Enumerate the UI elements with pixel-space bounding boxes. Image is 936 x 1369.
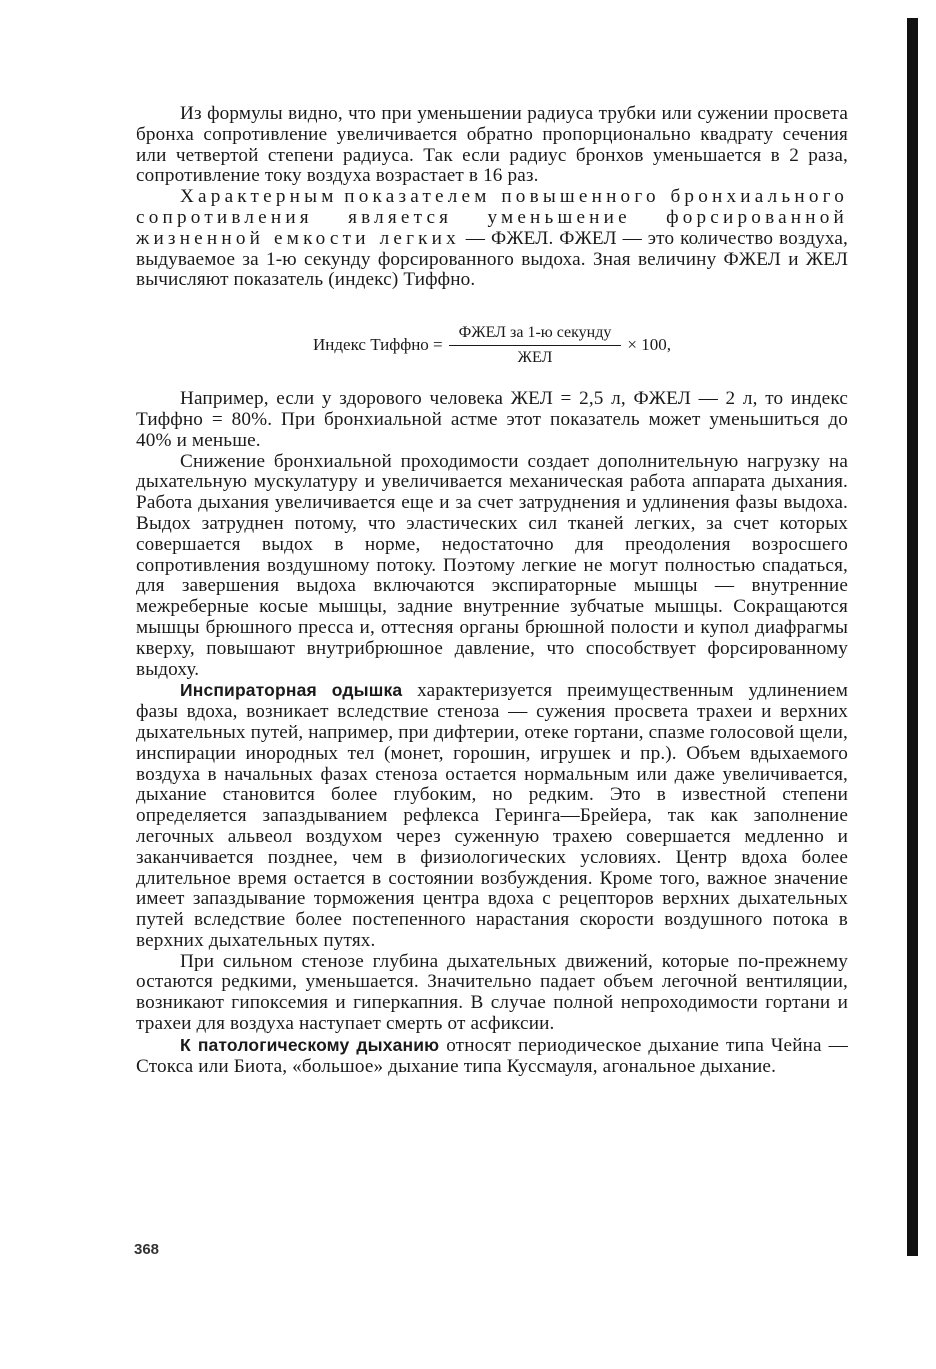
formula-numerator: ФЖЕЛ за 1-ю секунду: [449, 324, 622, 346]
tiffeneau-formula: [136, 303, 848, 387]
scan-edge-shadow: [907, 18, 918, 1256]
paragraph-example: Например, если у здорового человека ЖЕЛ = 2,5 л, ФЖЕЛ — 2 л, то индекс Тиффно = 80%. При бронхиальной астме этот показатель может уменьшиться до 40% и меньше.: [136, 388, 848, 451]
fvc-lead: Характерным: [180, 186, 338, 208]
page-number: 368: [134, 1241, 160, 1258]
formula-denominator: ЖЕЛ: [517, 348, 553, 366]
paragraph-pathological-breathing: [136, 1035, 848, 1078]
paragraph-stenosis: При сильном стенозе глубина дыхательных движений, которые по-прежнему остаются редкими, уменьшается. Значительно падает объем легочной вентиляции, возникают гипоксемия и гиперкапния. В случае полной непроходимости гортани и трахеи для воздуха наступает смерть от асфиксии.: [136, 950, 848, 1035]
fvc-spaced-definition: показателем повышенного бронхиального сопротивления является уменьшение форсированной жизненной емкости легких: [136, 186, 849, 249]
formula-rhs: × 100,: [627, 335, 671, 355]
paragraph-inspiratory-dyspnea: [136, 680, 848, 951]
page-body: [136, 104, 848, 1077]
paragraph-fvc: [136, 187, 848, 291]
inspiratory-dyspnea-term: Инспираторная одышка: [180, 680, 403, 701]
formula-fraction: [449, 324, 622, 367]
fvc-rest: — ФЖЕЛ. ФЖЕЛ — это количество воздуха, выдуваемое за 1-ю секунду форсированного выдоха. Зная величину ФЖЕЛ и ЖЕЛ вычисляют показатель (индекс) Тиффно.: [136, 227, 849, 291]
inspiratory-dyspnea-text: характеризуется преимущественным удлинением фазы вдоха, возникает вследствие стеноза — сужения просвета трахеи и верхних дыхательных путей, например, при дифтерии, отеке гортани, спазме голосовой щели, инспирации инородных тел (монет, горошин, игрушек и пр.). Объем вдыхаемого воздуха в начальных фазах стеноза остается нормальным или даже увеличивается, дыхание становится более глубоким, но редким. Это в известной степени определяется запаздыванием рефлекса Геринга—Брейера, так как заполнение легочных альвеол воздухом через суженную трахею совершается медленно и заканчивается позднее, чем в физиологических условиях. Центр вдоха более длительное время остается в состоянии возбуждения. Кроме того, важное значение имеет запаздывание торможения центра вдоха с рецепторов верхних дыхательных путей вследствие более постепенного нарастания скорости воздушного потока в верхних дыхательных путях.: [136, 680, 849, 951]
paragraph-obstruction: Снижение бронхиальной проходимости создает дополнительную нагрузку на дыхательную мускулатуру и увеличивается механическая работа аппарата дыхания. Работа дыхания увеличивается еще и за счет затруднения и удлинения фазы выдоха. Выдох затруднен потому, что эластических сил тканей легких, за счет которых совершается выдох в норме, недостаточно для преодоления возросшего сопротивления воздушному потоку. Поэтому легкие не могут полностью спадаться, для завершения выдоха включаются экспираторные мышцы — внутренние межреберные косые мышцы, задние внутренние зубчатые мышцы. Сокращаются мышцы брюшного пресса и, оттесняя органы брюшной полости и купол диафрагмы кверху, повышают внутрибрюшное давление, что способствует форсированному выдоху.: [136, 450, 848, 680]
pathological-breathing-term: К патологическому дыханию: [180, 1034, 440, 1055]
pathological-breathing-text: относят периодическое дыхание типа Чейна — Стокса или Биота, «большое» дыхание типа Куссмауля, агональное дыхание.: [136, 1034, 848, 1077]
paragraph-resistance: Из формулы видно, что при уменьшении радиуса трубки или сужении просвета бронха сопротивление увеличивается обратно пропорционально квадрату сечения или четвертой степени радиуса. Так если радиус бронхов уменьшается в 2 раза, сопротивление току воздуха возрастает в 16 раз.: [136, 103, 848, 187]
formula-lhs: Индекс Тиффно =: [313, 335, 443, 355]
